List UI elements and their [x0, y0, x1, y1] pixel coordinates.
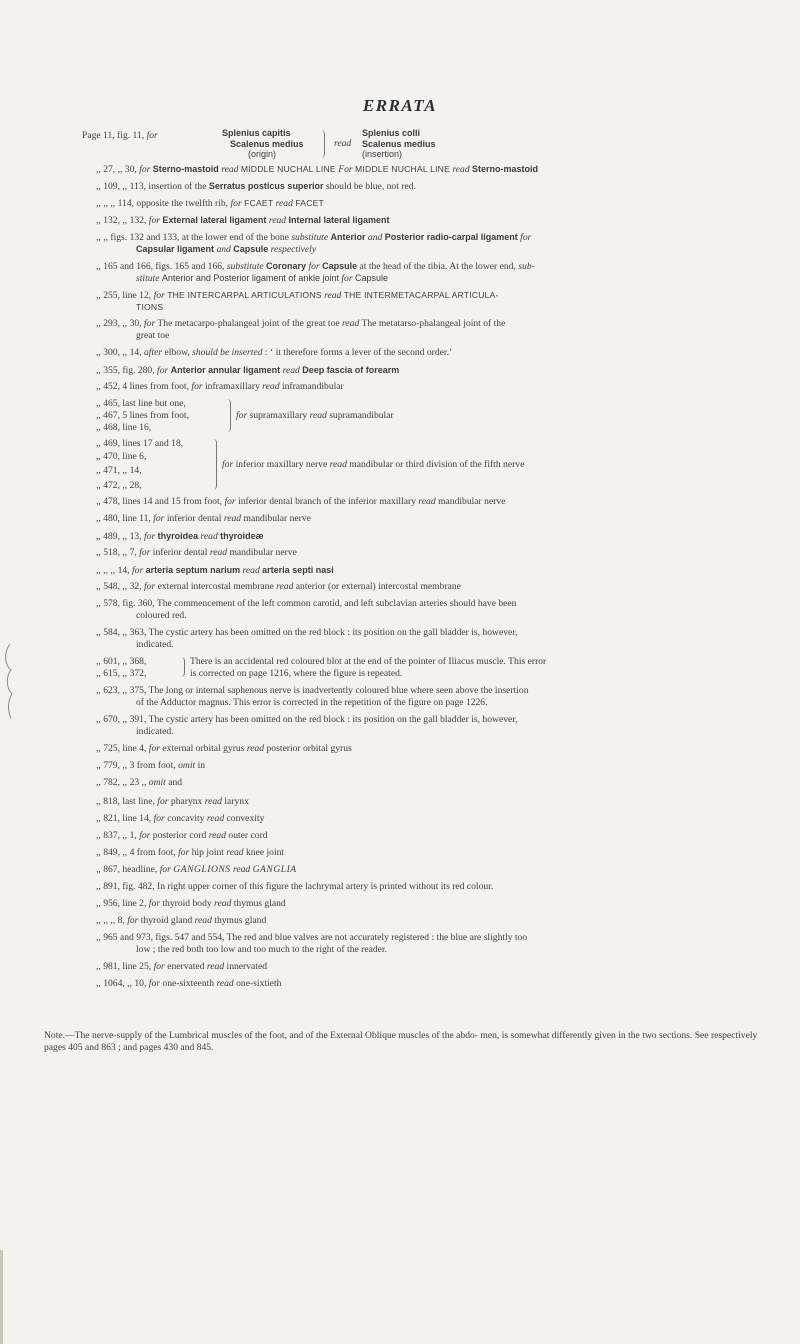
correction-text: outer cord — [228, 830, 268, 841]
errata-entry — [96, 163, 538, 176]
errata-entry: ,, 891, fig. 482, In right upper corner of this figure the lachrymal artery is printed without its red colour. — [96, 881, 494, 892]
correction-text: GANGLIA — [252, 864, 297, 875]
errata-entry — [96, 760, 205, 772]
read-label: read — [221, 164, 239, 175]
correction-text: MIDDLE NUCHAL LINE — [240, 164, 336, 174]
errata-entry — [96, 197, 324, 210]
read-label: read — [223, 513, 242, 524]
errata-entry: ,, 601, ,, 368, — [96, 656, 147, 667]
errata-entry — [96, 961, 267, 973]
entry-ref: ,, 849, ,, 4 from foot, — [96, 847, 176, 858]
errata-entry — [96, 496, 505, 508]
errata-entry-cont: TIONS — [136, 302, 164, 312]
errata-entry — [96, 547, 297, 559]
for-label: for — [153, 513, 165, 524]
errata-entry: ,, 472, ,, 28, — [96, 480, 142, 491]
correction-text: (insertion) — [362, 149, 403, 159]
for-label: for — [153, 961, 165, 972]
read-label: read — [216, 978, 234, 989]
errata-entry-cont — [136, 243, 316, 256]
original-text: thyroidea — [157, 531, 199, 541]
entry-ref: ,, 867, headline, — [96, 864, 158, 875]
original-text: inframaxillary — [205, 381, 260, 392]
for-label: for — [131, 565, 144, 576]
errata-entry — [96, 318, 505, 330]
errata-entry-cont — [136, 272, 388, 285]
entry-ref: ,, 255, line 12, — [96, 290, 152, 301]
entry-ref: ,, 293, ,, 30, — [96, 318, 142, 329]
for-label: for — [153, 813, 165, 824]
errata-entry: ,, 584, ,, 363, The cystic artery has been omitted on the red block : its position on the gall bladder is, however, — [96, 627, 518, 638]
entry-text: respectively — [270, 244, 317, 255]
errata-entry-cont: great toe — [136, 330, 170, 341]
original-text: External lateral ligament — [162, 215, 267, 225]
read-label: read — [324, 290, 342, 301]
entry-ref: ,, 1064, ,, 10, — [96, 978, 147, 989]
for-label: For — [338, 164, 353, 175]
omit-label: omit — [148, 777, 166, 788]
read-label: read — [194, 915, 212, 926]
errata-entry — [96, 581, 461, 593]
entry-ref: ,, 355, fig. 280, — [96, 365, 155, 376]
errata-entry — [96, 777, 182, 789]
original-text: thyroid body — [162, 898, 212, 909]
entry-ref: ,, 300, ,, 14, — [96, 347, 142, 358]
read-label: read — [214, 898, 232, 909]
original-text: GANGLIONS — [173, 864, 231, 875]
for-label: for — [153, 290, 165, 301]
correction-text: mandibular or third division of the fifth nerve — [349, 459, 525, 470]
read-label: read — [209, 547, 228, 558]
read-label-wrap — [334, 138, 351, 150]
entry-ref: ,, 165 and 166, figs. 165 and 166, — [96, 261, 225, 272]
correction-text: arteria septi nasi — [262, 565, 334, 575]
entry-ref: Page 11, fig. 11, — [82, 130, 145, 141]
correction-text: knee joint — [246, 847, 285, 858]
errata-entry-cont: coloured red. — [136, 610, 187, 621]
correction-text: Splenius colli — [362, 128, 421, 138]
for-label: for — [157, 365, 169, 376]
errata-entry — [96, 898, 286, 910]
for-label: for — [139, 830, 151, 841]
original-text: inferior dental — [166, 513, 222, 524]
read-label: read — [268, 215, 287, 226]
entry-text: elbow, — [164, 347, 190, 358]
for-label: for — [139, 547, 151, 558]
errata-entry — [96, 347, 452, 359]
for-label: for — [148, 898, 160, 909]
entry-original-group — [222, 128, 304, 160]
correction-text: Sterno-mastoid — [472, 164, 539, 174]
original-text: FCAET — [244, 198, 274, 208]
errata-entry — [96, 180, 416, 193]
correction-text: anterior (or external) intercostal membrane — [295, 581, 461, 592]
read-label: read — [309, 410, 327, 421]
entry-ref: ,, 27, ,, 30, — [96, 164, 137, 175]
entry-ref: ,, 480, line 11, — [96, 513, 151, 524]
errata-entry-cont: indicated. — [136, 726, 174, 737]
correction-text: inframandibular — [281, 381, 344, 392]
brace — [212, 439, 217, 490]
original-text: Capsular ligament — [136, 244, 215, 254]
read-label: read — [342, 318, 360, 329]
original-text: external orbital gyrus — [162, 743, 245, 754]
errata-entry-cont: of the Adductor magnus. This error is corrected in the repetition of the figure on page 1226. — [136, 697, 488, 708]
entry-ref: ,, ,, ,, 8, — [96, 915, 125, 926]
errata-entry — [96, 847, 284, 859]
for-label: for — [520, 232, 532, 243]
correction-text: mandibular nerve — [229, 547, 297, 558]
and-label: and — [367, 232, 383, 243]
brace — [180, 657, 185, 677]
correction-text: Posterior radio-carpal ligament — [384, 232, 518, 242]
read-label: read — [329, 459, 347, 470]
correction-text: mandibular nerve — [438, 496, 506, 507]
errata-entry — [96, 564, 334, 577]
correction-text: The metatarso-phalangeal joint of the — [361, 318, 506, 329]
read-label: read — [282, 365, 300, 376]
correction-text: convexity — [226, 813, 265, 824]
instruction-label: should be inserted — [192, 347, 263, 358]
original-text: and — [168, 777, 183, 788]
original-text: hip joint — [191, 847, 224, 858]
original-text: pharynx — [170, 796, 203, 807]
correction-text: one-sixtieth — [236, 978, 282, 989]
correction-text: thymus gland — [214, 915, 267, 926]
entry-ref: ,, 837, ,, 1, — [96, 830, 137, 841]
errata-entry: ,, 615, ,, 372, — [96, 668, 147, 679]
original-text: supramaxillary — [249, 410, 308, 421]
correction-text: FACET — [295, 198, 325, 208]
errata-entry — [96, 743, 352, 755]
original-text: concavity — [167, 813, 205, 824]
original-text: one-sixteenth — [162, 978, 215, 989]
correction-text: Internal lateral ligament — [288, 215, 390, 225]
read-label: read — [208, 830, 226, 841]
for-label: for — [159, 864, 171, 875]
errata-entry-cont: indicated. — [136, 639, 174, 650]
entry-ref: ,, 478, lines 14 and 15 from foot, — [96, 496, 223, 507]
brace — [226, 399, 231, 432]
for-label: for — [230, 198, 242, 209]
read-label: read — [206, 961, 225, 972]
errata-entry — [96, 364, 399, 377]
original-text: inferior dental — [152, 547, 208, 558]
substitute-label: sub- — [518, 261, 535, 272]
and-label: and — [216, 244, 231, 255]
entry-ref: ,, 132, ,, 132, — [96, 215, 147, 226]
group-correction — [236, 410, 394, 422]
entry-ref: ,, 782, ,, 23 ,, — [96, 777, 147, 788]
omit-label: omit — [178, 760, 196, 771]
original-text: Scalenus medius — [230, 138, 304, 149]
original-text: in — [197, 760, 206, 771]
correction-text: thyroideæ — [220, 531, 264, 541]
read-label: read — [200, 531, 218, 542]
errata-entry: ,, 467, 5 lines from foot, — [96, 410, 189, 421]
substitute-label: stitute — [136, 273, 160, 284]
for-label: for — [157, 796, 169, 807]
entry-text: at the head of the tibia. At the lower end, — [359, 261, 516, 272]
original-text: arteria septum narium — [145, 565, 241, 575]
original-text: Splenius capitis — [222, 128, 291, 138]
errata-entry — [96, 214, 390, 227]
errata-entry: ,, 965 and 973, figs. 547 and 554, The red and blue valves are not accurately registered : the blue are slightly too — [96, 932, 528, 943]
original-text: MIDDLE NUCHAL LINE — [355, 164, 450, 174]
brace — [320, 130, 325, 158]
errata-entry-cont: is corrected on page 1216, where the figure is repeated. — [190, 668, 403, 679]
errata-entry: ,, 465, last line but one, — [96, 398, 186, 409]
original-text: THE INTERCARPAL ARTICULATIONS — [167, 290, 322, 300]
errata-entry: ,, 470, line 6, — [96, 451, 147, 462]
read-label: read — [276, 581, 294, 592]
correction-text: larynx — [224, 796, 249, 807]
entry-ref: ,, ,, ,, 114, opposite the twelfth rib, — [96, 198, 229, 209]
for-label: for — [143, 531, 156, 542]
for-label: for — [148, 743, 160, 754]
for-label: for — [148, 215, 160, 226]
original-text: Sterno-mastoid — [152, 164, 219, 174]
read-label: read — [334, 138, 352, 149]
original-text: Serratus posticus superior — [208, 181, 324, 191]
errata-entry: ,, 468, line 16, — [96, 422, 152, 433]
errata-entry — [96, 813, 264, 825]
group-correction — [222, 459, 524, 471]
errata-entry-cont: low ; the red both too low and too much to the right of the reader. — [136, 944, 387, 955]
read-label: read — [204, 796, 222, 807]
read-label: read — [452, 164, 470, 175]
original-text: inferior maxillary nerve — [235, 459, 328, 470]
entry-ref: ,, 489, ,, 13, — [96, 531, 142, 542]
read-label: read — [275, 198, 293, 209]
original-text: inferior dental branch of the inferior maxillary — [238, 496, 417, 507]
entry-ref: ,, 956, line 2, — [96, 898, 147, 909]
errata-entry — [96, 830, 268, 842]
entry-ref: ,, 779, ,, 3 from foot, — [96, 760, 176, 771]
after-label: after — [143, 347, 163, 358]
entry-ref: ,, ,, ,, 14, — [96, 565, 130, 576]
for-label: for — [308, 261, 320, 272]
entry-ref: ,, ,, figs. 132 and 133, at the lower end of the bone — [96, 232, 289, 243]
original-text: Anterior annular ligament — [170, 365, 281, 375]
original-text: enervated — [167, 961, 205, 972]
correction-text: supramandibular — [329, 410, 394, 421]
errata-entry — [96, 796, 249, 808]
for-label: for — [143, 581, 156, 592]
read-label: read — [262, 381, 280, 392]
correction-text: Scalenus medius — [362, 138, 436, 149]
errata-entry: ,, 469, lines 17 and 18, — [96, 438, 184, 449]
entry-ref: ,, 518, ,, 7, — [96, 547, 137, 558]
for-label: for — [222, 459, 234, 470]
original-text: (origin) — [248, 149, 277, 159]
correction-text: THE INTERMETACARPAL ARTICULA- — [343, 290, 499, 300]
original-text: Capsule — [322, 261, 358, 271]
read-label: read — [246, 743, 265, 754]
read-label: read — [418, 496, 436, 507]
original-text: thyroid gland — [140, 915, 193, 926]
entry-text: should be blue, not red. — [325, 181, 416, 192]
entry-ref: ,, 452, 4 lines from foot, — [96, 381, 189, 392]
original-text: external intercostal membrane — [157, 581, 274, 592]
read-label: read — [242, 565, 260, 576]
errata-entry — [96, 381, 344, 393]
for-label: for — [146, 130, 158, 141]
correction-text: mandibular nerve — [243, 513, 311, 524]
errata-entry-text: There is an accidental red coloured blot at the end of the pointer of Iliacus muscle. This error — [190, 656, 547, 667]
errata-entry: ,, 670, ,, 391, The cystic artery has been omitted on the red block : its position on the gall bladder is, however, — [96, 714, 518, 725]
for-label: for — [224, 496, 236, 507]
pencil-mark-icon — [2, 640, 16, 720]
errata-entry — [96, 978, 281, 990]
correction-text: thymus gland — [233, 898, 286, 909]
correction-text: Deep fascia of forearm — [302, 365, 400, 375]
footnote: Note.—The nerve-supply of the Lumbrical muscles of the foot, and of the External Oblique muscles of the abdo- men, is somewhat differently given in the two sections. See respectively pages 405 and 863 ; and pages 430 and 845. — [44, 1030, 758, 1053]
substitute-label: substitute — [226, 261, 264, 272]
substitute-label: substitute — [291, 232, 329, 243]
for-label: for — [178, 847, 190, 858]
original-text: Capsule — [354, 273, 389, 283]
correction-text: : ‘ it therefore forms a lever of the second order.’ — [264, 347, 453, 358]
errata-entry — [82, 130, 158, 142]
for-label: for — [341, 273, 353, 284]
errata-entry: ,, 578, fig. 360, The commencement of the left common carotid, and left subclavian arteries should have been — [96, 598, 517, 609]
page-title: ERRATA — [362, 96, 438, 115]
errata-entry — [96, 915, 266, 927]
read-label: read — [232, 864, 251, 875]
read-label: read — [206, 813, 225, 824]
for-label: for — [191, 381, 203, 392]
for-label: for — [143, 318, 156, 329]
entry-ref: ,, 548, ,, 32, — [96, 581, 142, 592]
for-label: for — [236, 410, 248, 421]
original-text: The metacarpo-phalangeal joint of the great toe — [157, 318, 340, 329]
entry-ref: ,, 109, ,, 113, insertion of the — [96, 181, 207, 192]
correction-text: innervated — [226, 961, 268, 972]
entry-ref: ,, 821, line 14, — [96, 813, 152, 824]
for-label: for — [139, 164, 151, 175]
errata-entry — [96, 864, 297, 876]
original-text: posterior cord — [152, 830, 207, 841]
correction-text: Anterior and Posterior ligament of ankle joint — [161, 273, 339, 283]
for-label: for — [148, 978, 160, 989]
page-edge-shadow — [0, 1250, 3, 1344]
errata-entry: ,, 623, ,, 375, The long or internal saphenous nerve is inadvertently coloured blue where seen above the insertion — [96, 685, 529, 696]
correction-text: Coronary — [266, 261, 307, 271]
correction-text: Anterior — [330, 232, 366, 242]
errata-entry — [96, 530, 264, 543]
entry-correction-group — [362, 128, 436, 160]
original-text: Capsule — [233, 244, 269, 254]
entry-ref: ,, 818, last line, — [96, 796, 155, 807]
errata-entry — [96, 513, 311, 525]
entry-ref: ,, 981, line 25, — [96, 961, 152, 972]
correction-text: posterior orbital gyrus — [266, 743, 352, 754]
read-label: read — [226, 847, 244, 858]
entry-ref: ,, 725, line 4, — [96, 743, 147, 754]
errata-entry: ,, 471, ,, 14, — [96, 465, 142, 476]
for-label: for — [127, 915, 139, 926]
